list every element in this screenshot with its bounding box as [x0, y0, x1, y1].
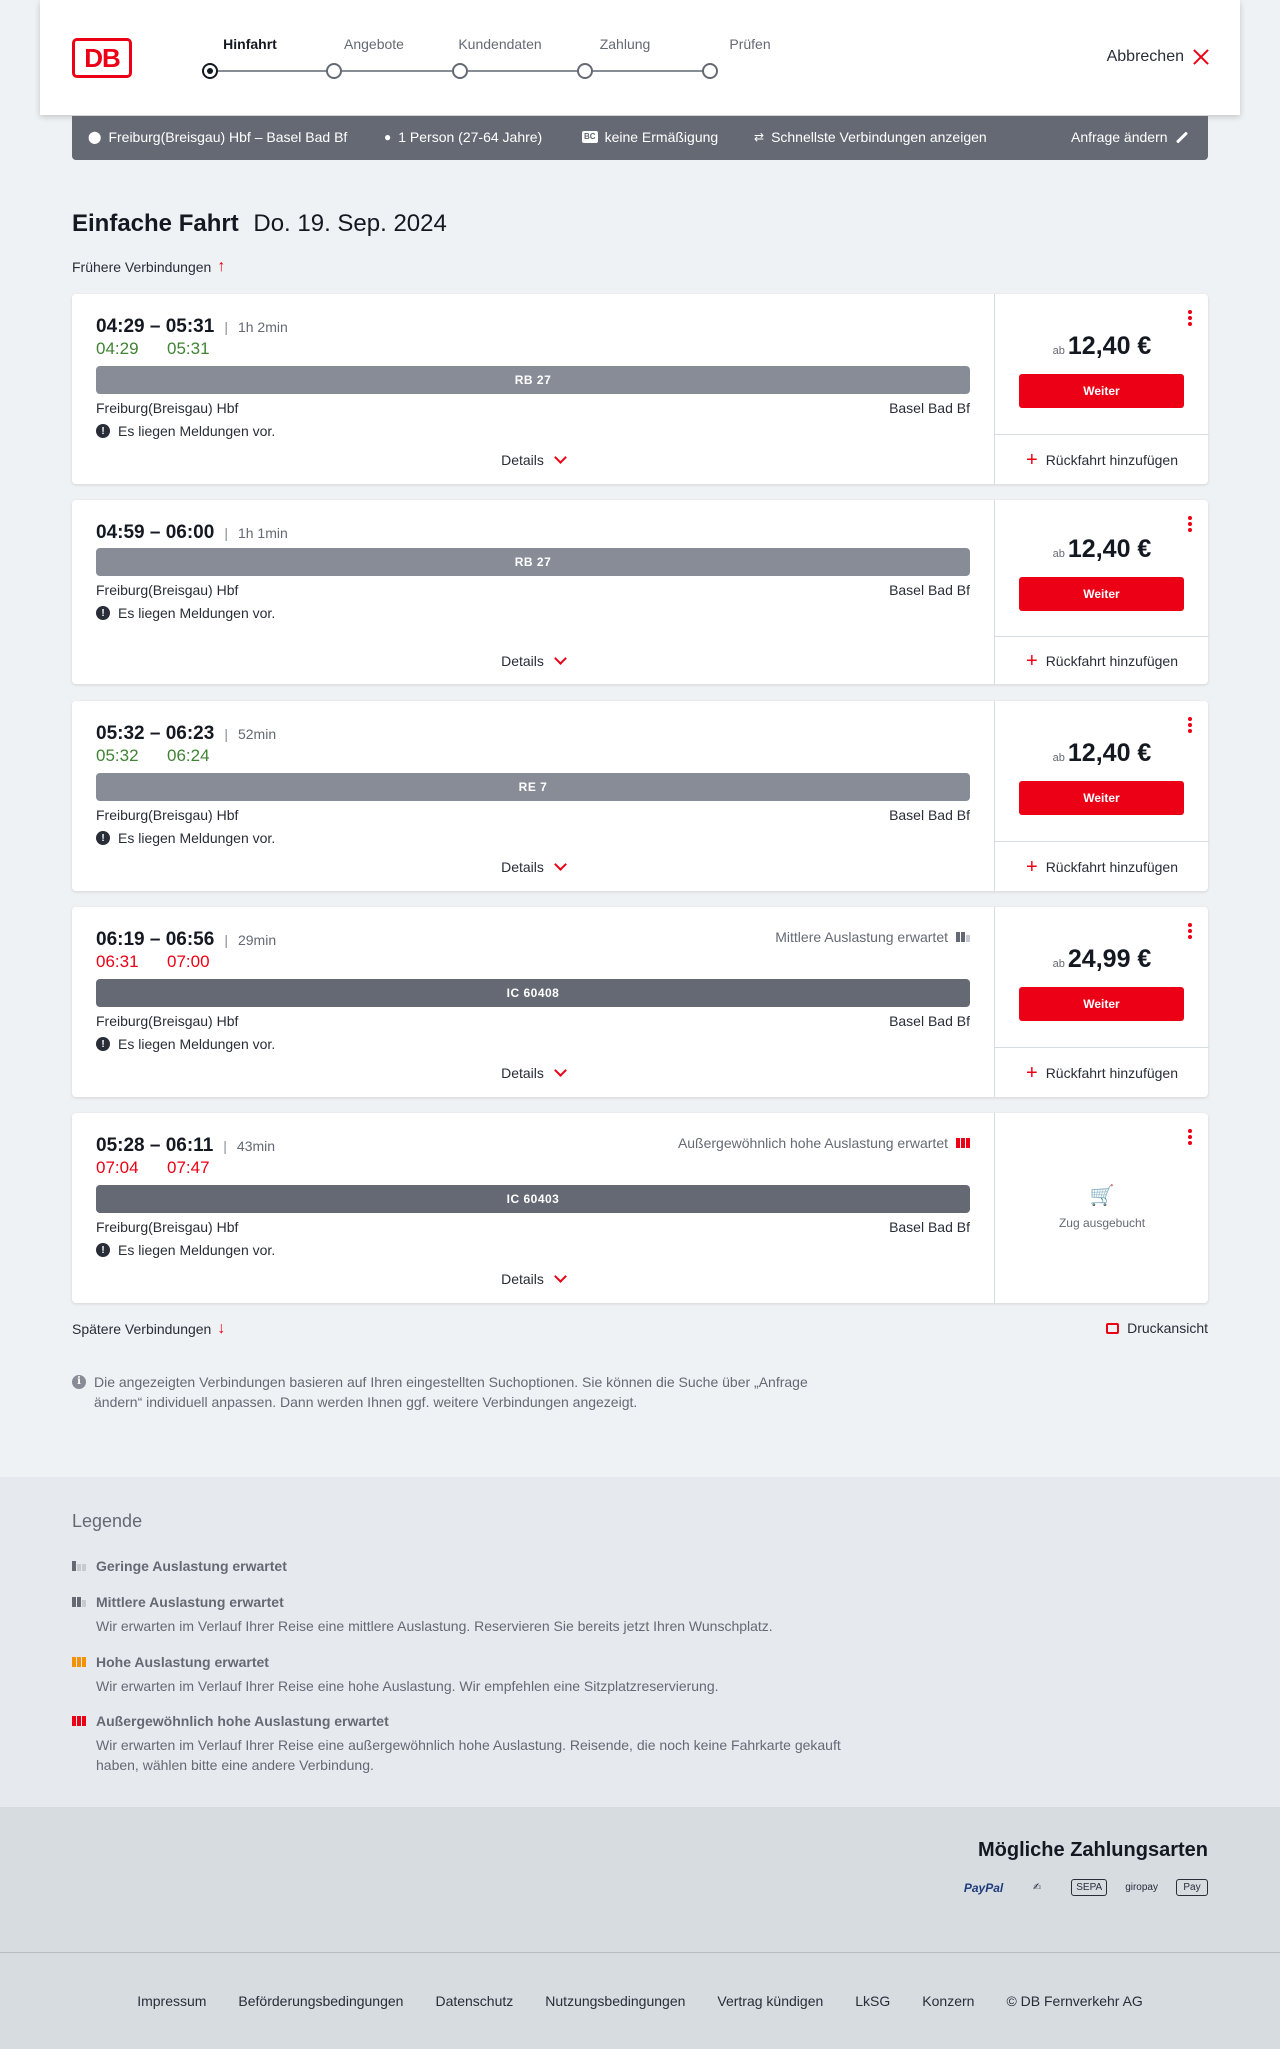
legend-item-desc: Wir erwarten im Verlauf Ihrer Reise eine mittlere Auslastung. Reservieren Sie bereits jetzt Ihren Wunschplatz.	[96, 1618, 773, 1634]
plus-icon: +	[1026, 1061, 1038, 1084]
more-options-icon[interactable]	[1188, 310, 1192, 326]
departure-station: Freiburg(Breisgau) Hbf	[96, 1219, 239, 1235]
load-text: Außergewöhnlich hohe Auslastung erwartet	[677, 1135, 948, 1151]
paypal-icon: PayPal	[963, 1880, 1004, 1895]
step-hinfahrt: Hinfahrt	[223, 36, 277, 52]
load-indicator	[775, 929, 970, 945]
continue-button[interactable]: Weiter	[1019, 374, 1184, 408]
more-options-icon[interactable]	[1188, 717, 1192, 733]
details-label: Details	[501, 653, 544, 669]
connection-info	[72, 701, 994, 891]
notice-text: Es liegen Meldungen vor.	[118, 830, 276, 846]
print-view-link[interactable]	[1106, 1320, 1208, 1336]
connection-info	[72, 500, 994, 684]
legend-item-title: Mittlere Auslastung erwartet	[96, 1594, 284, 1610]
scheduled-times: 04:29 – 05:31	[96, 316, 215, 337]
sold-out-notice	[995, 1183, 1209, 1230]
realtime-arrival: 07:00	[167, 952, 210, 971]
warning-icon: !	[96, 606, 110, 620]
printer-icon	[1106, 1323, 1119, 1334]
notice[interactable]	[96, 830, 275, 846]
add-return-button[interactable]	[995, 1047, 1209, 1097]
sold-out-text: Zug ausgebucht	[1058, 1216, 1146, 1230]
info-note	[72, 1372, 852, 1412]
connection-times: 04:59 – 06:00 | 1h 1min	[96, 522, 288, 543]
departure-station: Freiburg(Breisgau) Hbf	[96, 400, 239, 416]
details-label: Details	[501, 452, 544, 468]
notice[interactable]	[96, 1036, 275, 1052]
change-query-button[interactable]	[1071, 129, 1189, 145]
high-load-icon	[72, 1657, 88, 1667]
chevron-down-icon	[554, 451, 567, 464]
realtime-times	[96, 1158, 238, 1178]
payment-title: Mögliche Zahlungsarten	[977, 1839, 1208, 1861]
price-panel	[994, 500, 1208, 684]
footer-link-vertrag-kuendigen[interactable]: Vertrag kündigen	[717, 1993, 824, 2009]
medium-load-icon	[956, 932, 970, 942]
continue-button[interactable]: Weiter	[1019, 987, 1184, 1021]
arrow-down-icon: ↓	[217, 1320, 226, 1337]
cancel-label: Abbrechen	[1106, 48, 1184, 65]
realtime-times	[96, 952, 238, 972]
details-toggle[interactable]	[72, 859, 994, 875]
step-pruefen: Prüfen	[729, 36, 771, 52]
details-toggle[interactable]	[72, 1065, 994, 1081]
fastest-text: Schnellste Verbindungen anzeigen	[771, 129, 987, 145]
plus-icon: +	[1026, 855, 1038, 878]
medium-load-icon	[72, 1597, 88, 1607]
arrival-station: Basel Bad Bf	[889, 1219, 970, 1235]
continue-button[interactable]: Weiter	[1019, 781, 1184, 815]
realtime-times	[96, 746, 238, 766]
bahncard-icon: BC	[584, 132, 596, 141]
add-return-button[interactable]	[995, 434, 1209, 484]
price-amount: 24,99 €	[1067, 945, 1152, 973]
train-bar[interactable]: RB 27	[96, 366, 970, 394]
duration: 52min	[237, 726, 277, 742]
details-label: Details	[501, 1065, 544, 1081]
discount-summary	[582, 129, 718, 145]
plus-icon: +	[1026, 448, 1038, 471]
earlier-label: Frühere Verbindungen	[72, 259, 212, 275]
print-label: Druckansicht	[1127, 1320, 1208, 1336]
connection-card	[72, 701, 1208, 891]
footer-link-nutzungsbedingungen[interactable]: Nutzungsbedingungen	[545, 1993, 686, 2009]
chevron-down-icon	[554, 858, 567, 871]
connection-info	[72, 294, 994, 484]
connection-times: 04:29 – 05:31 | 1h 2min	[96, 316, 288, 337]
realtime-arrival: 07:47	[167, 1158, 210, 1177]
warning-icon: !	[96, 424, 110, 438]
route-summary	[88, 129, 347, 145]
chevron-down-icon	[554, 652, 567, 665]
price	[995, 535, 1209, 564]
arrival-station: Basel Bad Bf	[889, 582, 970, 598]
add-return-button[interactable]	[995, 841, 1209, 891]
info-text: Die angezeigten Verbindungen basieren auf Ihren eingestellten Suchoptionen. Sie können die Suche über „Anfrage ändern“ individuell anpassen. Dann werden Ihnen ggf. weitere Verbindungen angezeigt.	[94, 1374, 808, 1410]
price-panel	[994, 907, 1208, 1097]
swap-arrows-icon: ⇄	[754, 130, 765, 144]
credit-card-icon: ✍	[1033, 1882, 1042, 1893]
legend-item-desc: Wir erwarten im Verlauf Ihrer Reise eine hohe Auslastung. Wir empfehlen eine Sitzplatzreservierung.	[96, 1678, 719, 1694]
footer	[0, 1952, 1280, 2049]
details-toggle[interactable]	[72, 653, 994, 669]
giropay-icon: giropay	[1125, 1882, 1158, 1893]
notice-text: Es liegen Meldungen vor.	[118, 423, 276, 439]
later-label: Spätere Verbindungen	[72, 1321, 212, 1337]
price-prefix: ab	[1052, 958, 1065, 970]
legend-title: Legende	[72, 1511, 143, 1531]
arrow-up-icon: ↑	[217, 258, 226, 275]
step-angebote: Angebote	[344, 36, 404, 52]
step-dot-zahlung	[577, 63, 593, 79]
duration: 29min	[237, 932, 277, 948]
more-options-icon[interactable]	[1188, 1129, 1192, 1145]
step-dot-hinfahrt	[202, 63, 218, 79]
legend-item-title: Hohe Auslastung erwartet	[96, 1654, 269, 1670]
notice-text: Es liegen Meldungen vor.	[118, 1242, 276, 1258]
price-panel	[994, 1113, 1208, 1303]
legend-item-exceptional	[72, 1713, 872, 1775]
notice-text: Es liegen Meldungen vor.	[118, 605, 276, 621]
price-amount: 12,40 €	[1067, 332, 1152, 360]
duration: 1h 1min	[237, 525, 288, 541]
step-zahlung: Zahlung	[599, 36, 651, 52]
details-toggle[interactable]	[72, 452, 994, 468]
scheduled-times: 05:28 – 06:11	[96, 1135, 214, 1156]
info-icon: i	[72, 1375, 86, 1389]
duration: 1h 2min	[237, 319, 288, 335]
exceptional-load-icon	[956, 1138, 970, 1148]
departure-station: Freiburg(Breisgau) Hbf	[96, 807, 239, 823]
price-panel	[994, 701, 1208, 891]
realtime-arrival: 05:31	[167, 339, 210, 358]
header	[40, 0, 1240, 115]
cart-unavailable-icon: 🛒	[1089, 1185, 1115, 1207]
sepa-icon: SEPA	[1071, 1879, 1107, 1896]
later-connections-link[interactable]	[72, 1320, 225, 1338]
add-return-button[interactable]	[995, 636, 1209, 684]
legend-item-desc: Wir erwarten im Verlauf Ihrer Reise eine außergewöhnlich hohe Auslastung. Reisende, die noch keine Fahrkarte gekauft haben, wählen bitte eine andere Verbindung.	[96, 1737, 841, 1773]
chevron-down-icon	[554, 1270, 567, 1283]
connection-info	[72, 907, 994, 1097]
warning-icon: !	[96, 1037, 110, 1051]
footer-links	[0, 1993, 1280, 2009]
price	[995, 332, 1209, 361]
price	[995, 945, 1209, 974]
person-icon: ●	[384, 130, 392, 144]
route-text: Freiburg(Breisgau) Hbf – Basel Bad Bf	[108, 129, 348, 145]
notice-text: Es liegen Meldungen vor.	[118, 1036, 276, 1052]
passenger-text: 1 Person (27-64 Jahre)	[398, 129, 543, 145]
legend-item-title: Geringe Auslastung erwartet	[96, 1558, 287, 1574]
warning-icon: !	[96, 831, 110, 845]
load-text: Mittlere Auslastung erwartet	[775, 929, 948, 945]
departure-station: Freiburg(Breisgau) Hbf	[96, 1013, 239, 1029]
connection-card	[72, 1113, 1208, 1303]
price-panel	[994, 294, 1208, 484]
page-title	[72, 210, 447, 238]
realtime-departure: 05:32	[96, 746, 139, 765]
price-prefix: ab	[1052, 752, 1065, 764]
train-bar[interactable]: RE 7	[96, 773, 970, 801]
connection-card	[72, 500, 1208, 684]
apple-pay-icon: Pay	[1176, 1879, 1208, 1896]
db-logo[interactable]: DB	[72, 38, 132, 78]
scheduled-times: 06:19 – 06:56	[96, 929, 215, 950]
more-options-icon[interactable]	[1188, 516, 1192, 532]
add-return-label: Rückfahrt hinzufügen	[1045, 451, 1178, 468]
legend	[0, 1477, 1280, 1807]
notice[interactable]	[96, 1242, 275, 1258]
connection-card	[72, 907, 1208, 1097]
realtime-departure: 06:31	[96, 952, 139, 971]
discount-text: keine Ermäßigung	[604, 129, 719, 145]
more-options-icon[interactable]	[1188, 923, 1192, 939]
trip-date: Do. 19. Sep. 2024	[253, 210, 447, 237]
step-dot-pruefen	[702, 63, 718, 79]
chevron-down-icon	[554, 1064, 567, 1077]
price-amount: 12,40 €	[1067, 739, 1152, 767]
realtime-departure: 04:29	[96, 339, 139, 358]
footer-copyright: © DB Fernverkehr AG	[1006, 1993, 1143, 2009]
step-dot-angebote	[326, 63, 342, 79]
close-icon	[1192, 48, 1210, 66]
footer-link-datenschutz[interactable]: Datenschutz	[435, 1993, 514, 2009]
details-label: Details	[501, 1271, 544, 1287]
step-dot-kundendaten	[452, 63, 468, 79]
duration: 43min	[236, 1138, 276, 1154]
cancel-button[interactable]	[1107, 48, 1210, 66]
realtime-arrival: 06:24	[167, 746, 210, 765]
payment-methods	[0, 1807, 1280, 1952]
plus-icon: +	[1026, 649, 1038, 672]
realtime-departure: 07:04	[96, 1158, 139, 1177]
legend-item-medium	[72, 1594, 872, 1636]
change-query-label: Anfrage ändern	[1071, 129, 1168, 145]
departure-station: Freiburg(Breisgau) Hbf	[96, 582, 239, 598]
notice[interactable]	[96, 605, 275, 621]
location-pin-icon: ⬤	[88, 130, 102, 144]
earlier-connections-link[interactable]	[72, 258, 225, 276]
realtime-times	[96, 339, 238, 359]
connection-times: 06:19 – 06:56 | 29min	[96, 929, 277, 950]
passenger-summary	[384, 129, 542, 145]
footer-link-impressum[interactable]: Impressum	[137, 1993, 207, 2009]
price-prefix: ab	[1052, 345, 1065, 357]
arrival-station: Basel Bad Bf	[889, 1013, 970, 1029]
price	[995, 739, 1209, 768]
add-return-label: Rückfahrt hinzufügen	[1045, 1064, 1178, 1081]
scheduled-times: 05:32 – 06:23	[96, 723, 215, 744]
details-toggle[interactable]	[72, 1271, 994, 1287]
details-label: Details	[501, 859, 544, 875]
exceptional-load-icon	[72, 1716, 88, 1726]
legend-item-title: Außergewöhnlich hohe Auslastung erwartet	[96, 1713, 389, 1729]
arrival-station: Basel Bad Bf	[889, 400, 970, 416]
footer-link-befoerderungsbedingungen[interactable]: Beförderungsbedingungen	[238, 1993, 404, 2009]
warning-icon: !	[96, 1243, 110, 1257]
query-bar	[72, 116, 1208, 160]
train-bar[interactable]: IC 60408	[96, 979, 970, 1007]
continue-button[interactable]: Weiter	[1019, 577, 1184, 611]
pencil-icon	[1176, 131, 1188, 143]
notice[interactable]	[96, 423, 275, 439]
low-load-icon	[72, 1561, 88, 1571]
step-kundendaten: Kundendaten	[458, 36, 542, 52]
legend-item-low	[72, 1558, 872, 1574]
connection-times: 05:32 – 06:23 | 52min	[96, 723, 277, 744]
connection-times: 05:28 – 06:11 | 43min	[96, 1135, 276, 1156]
connection-info	[72, 1113, 994, 1303]
load-indicator	[678, 1135, 970, 1151]
price-prefix: ab	[1052, 548, 1065, 560]
payment-icons	[964, 1879, 1208, 1896]
price-amount: 12,40 €	[1067, 535, 1152, 563]
scheduled-times: 04:59 – 06:00	[96, 522, 215, 543]
trip-type: Einfache Fahrt	[72, 210, 239, 237]
footer-link-lksg[interactable]: LkSG	[855, 1993, 891, 2009]
train-bar[interactable]: RB 27	[96, 548, 970, 576]
legend-item-high	[72, 1654, 872, 1696]
add-return-label: Rückfahrt hinzufügen	[1045, 652, 1178, 669]
footer-link-konzern[interactable]: Konzern	[922, 1993, 975, 2009]
train-bar[interactable]: IC 60403	[96, 1185, 970, 1213]
fastest-toggle[interactable]	[754, 129, 987, 145]
add-return-label: Rückfahrt hinzufügen	[1045, 858, 1178, 875]
connection-card	[72, 294, 1208, 484]
arrival-station: Basel Bad Bf	[889, 807, 970, 823]
